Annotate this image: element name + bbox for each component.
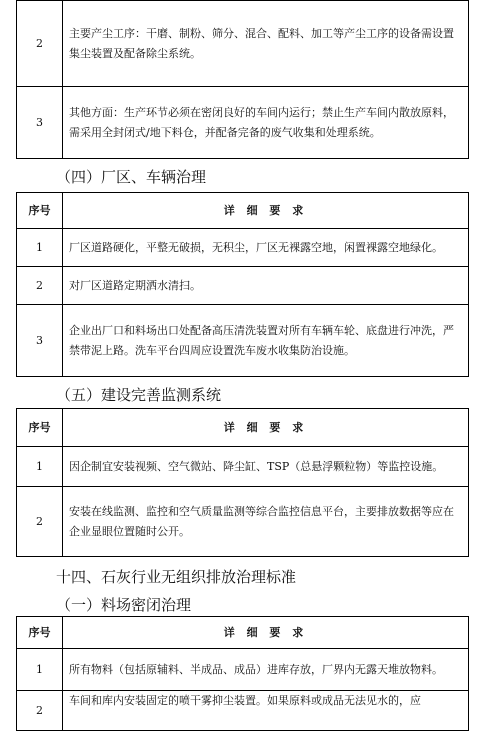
- row-number: 1: [17, 649, 63, 691]
- header-requirements: 详 细 要 求: [63, 617, 469, 649]
- header-requirements: 详 细 要 求: [63, 193, 469, 229]
- table-stockyard: [16, 616, 469, 731]
- table-header-row: [17, 617, 469, 649]
- row-text: 主要产尘工序：干磨、制粉、筛分、混合、配料、加工等产尘工序的设备需设置集尘装置及配备除尘系统。: [63, 1, 469, 87]
- row-number: 1: [17, 229, 63, 267]
- section-heading-14-1: （一）料场密闭治理: [56, 596, 192, 614]
- row-number: 3: [17, 305, 63, 377]
- row-number: 1: [17, 447, 63, 487]
- header-number: 序号: [17, 409, 63, 447]
- table-row: [17, 447, 469, 487]
- table-row: [17, 305, 469, 377]
- row-text: 其他方面：生产环节必须在密闭良好的车间内运行；禁止生产车间内散放原料，需采用全封闭式/地下料仓，并配备完备的废气收集和处理系统。: [63, 87, 469, 159]
- table-header-row: [17, 193, 469, 229]
- row-text: 对厂区道路定期洒水清扫。: [63, 267, 469, 305]
- table-row: [17, 267, 469, 305]
- table-monitoring: [16, 408, 469, 557]
- row-text: 企业出厂口和料场出口处配备高压清洗装置对所有车辆车轮、底盘进行冲洗，严禁带泥上路。洗车平台四周应设置洗车废水收集防治设施。: [63, 305, 469, 377]
- row-text: 安装在线监测、监控和空气质量监测等综合监控信息平台，主要排放数据等应在企业显眼位置随时公开。: [63, 487, 469, 557]
- row-number: 2: [17, 267, 63, 305]
- table-row: [17, 229, 469, 267]
- table-row: [17, 649, 469, 691]
- table-row: [17, 87, 469, 159]
- row-number: 2: [17, 691, 63, 731]
- table-row: [17, 1, 469, 87]
- section-heading-5: （五）建设完善监测系统: [56, 386, 222, 404]
- table-row: [17, 691, 469, 731]
- row-text: 因企制宜安装视频、空气微站、降尘缸、TSP（总悬浮颗粒物）等监控设施。: [63, 447, 469, 487]
- header-number: 序号: [17, 193, 63, 229]
- row-text: 车间和库内安装固定的喷干雾抑尘装置。如果原料或成品无法见水的，应: [63, 691, 469, 731]
- row-number: 2: [17, 487, 63, 557]
- header-requirements: 详 细 要 求: [63, 409, 469, 447]
- row-text: 厂区道路硬化，平整无破损，无积尘，厂区无裸露空地，闲置裸露空地绿化。: [63, 229, 469, 267]
- row-text: 所有物料（包括原辅料、半成品、成品）进库存放，厂界内无露天堆放物料。: [63, 649, 469, 691]
- chapter-heading-14: 十四、石灰行业无组织排放治理标准: [56, 568, 297, 586]
- row-number: 2: [17, 1, 63, 87]
- table-plant-vehicle: [16, 192, 469, 377]
- row-number: 3: [17, 87, 63, 159]
- table-production-continued: [16, 0, 469, 159]
- table-header-row: [17, 409, 469, 447]
- header-number: 序号: [17, 617, 63, 649]
- section-heading-4: （四）厂区、车辆治理: [56, 168, 207, 186]
- table-row: [17, 487, 469, 557]
